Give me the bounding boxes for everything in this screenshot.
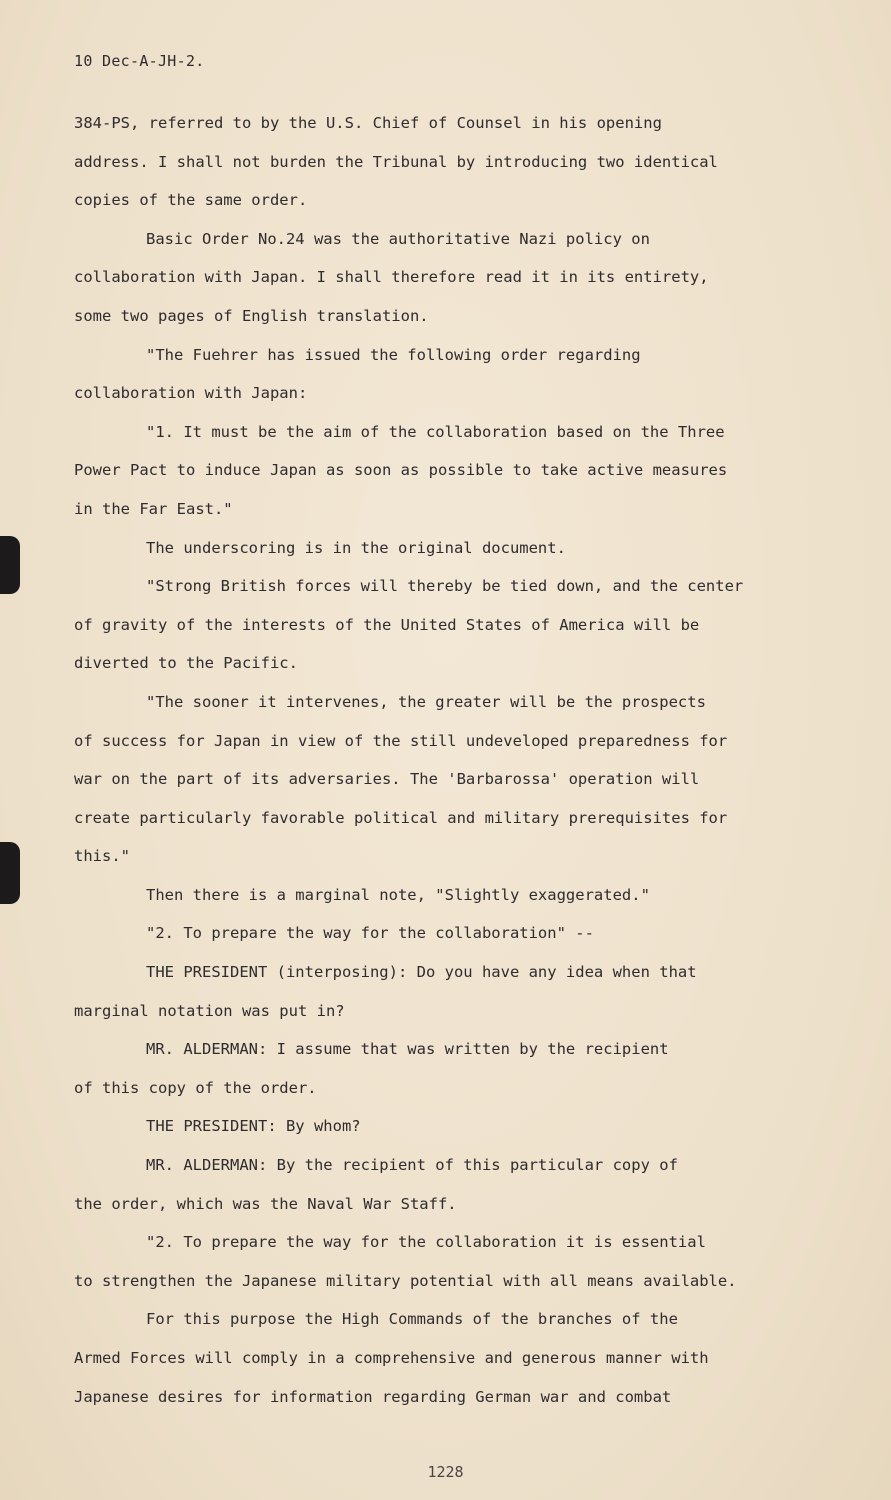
text-line: "Strong British forces will thereby be tied down, and the center	[146, 577, 744, 596]
page-number: 1228	[427, 1463, 464, 1481]
transcript-body	[60, 104, 800, 1416]
text-line: this."	[74, 847, 130, 866]
binder-tab	[0, 536, 20, 594]
text-line: Japanese desires for information regarding German war and combat	[74, 1387, 672, 1406]
text-line: Power Pact to induce Japan as soon as possible to take active measures	[74, 461, 728, 480]
text-line: collaboration with Japan:	[74, 384, 308, 403]
text-line: "The sooner it intervenes, the greater will be the prospects	[146, 692, 706, 711]
binder-tab	[0, 842, 20, 904]
text-line: THE PRESIDENT: By whom?	[146, 1117, 361, 1136]
text-line: THE PRESIDENT (interposing): Do you have any idea when that	[146, 963, 697, 982]
text-line: copies of the same order.	[74, 191, 308, 210]
text-line: some two pages of English translation.	[74, 306, 429, 325]
text-line: of this copy of the order.	[74, 1078, 317, 1097]
text-line: MR. ALDERMAN: I assume that was written by the recipient	[146, 1040, 669, 1059]
text-line: of gravity of the interests of the United States of America will be	[74, 615, 700, 634]
text-line: 384-PS, referred to by the U.S. Chief of Counsel in his opening	[74, 114, 662, 132]
text-line: Armed Forces will comply in a comprehensive and generous manner with	[74, 1349, 709, 1367]
text-line: MR. ALDERMAN: By the recipient of this particular copy of	[146, 1156, 678, 1175]
text-line: address. I shall not burden the Tribunal by introducing two identical	[74, 152, 718, 171]
text-line: diverted to the Pacific.	[74, 654, 298, 673]
text-line: to strengthen the Japanese military potential with all means available.	[74, 1271, 737, 1290]
text-line: of success for Japan in view of the still undeveloped preparedness for	[74, 731, 728, 750]
text-line: Then there is a marginal note, "Slightly exaggerated."	[146, 885, 650, 904]
text-line: The underscoring is in the original document.	[146, 538, 566, 557]
text-line: "The Fuehrer has issued the following order regarding	[146, 345, 641, 364]
text-line: "2. To prepare the way for the collaboration it is essential	[146, 1233, 706, 1252]
text-line: in the Far East."	[74, 499, 233, 518]
text-line: create particularly favorable political and military prerequisites for	[74, 808, 728, 827]
text-line: marginal notation was put in?	[74, 1001, 345, 1020]
text-line: Basic Order No.24 was the authoritative Nazi policy on	[146, 229, 650, 248]
text-line: war on the part of its adversaries. The 'Barbarossa' operation will	[74, 770, 700, 789]
document-header: 10 Dec-A-JH-2.	[74, 52, 205, 70]
text-line: For this purpose the High Commands of the branches of the	[146, 1310, 678, 1329]
text-line: the order, which was the Naval War Staff.	[74, 1194, 457, 1213]
text-line: collaboration with Japan. I shall therefore read it in its entirety,	[74, 268, 709, 287]
text-line: "1. It must be the aim of the collaboration based on the Three	[146, 422, 725, 441]
text-line: "2. To prepare the way for the collaboration" --	[146, 924, 594, 943]
